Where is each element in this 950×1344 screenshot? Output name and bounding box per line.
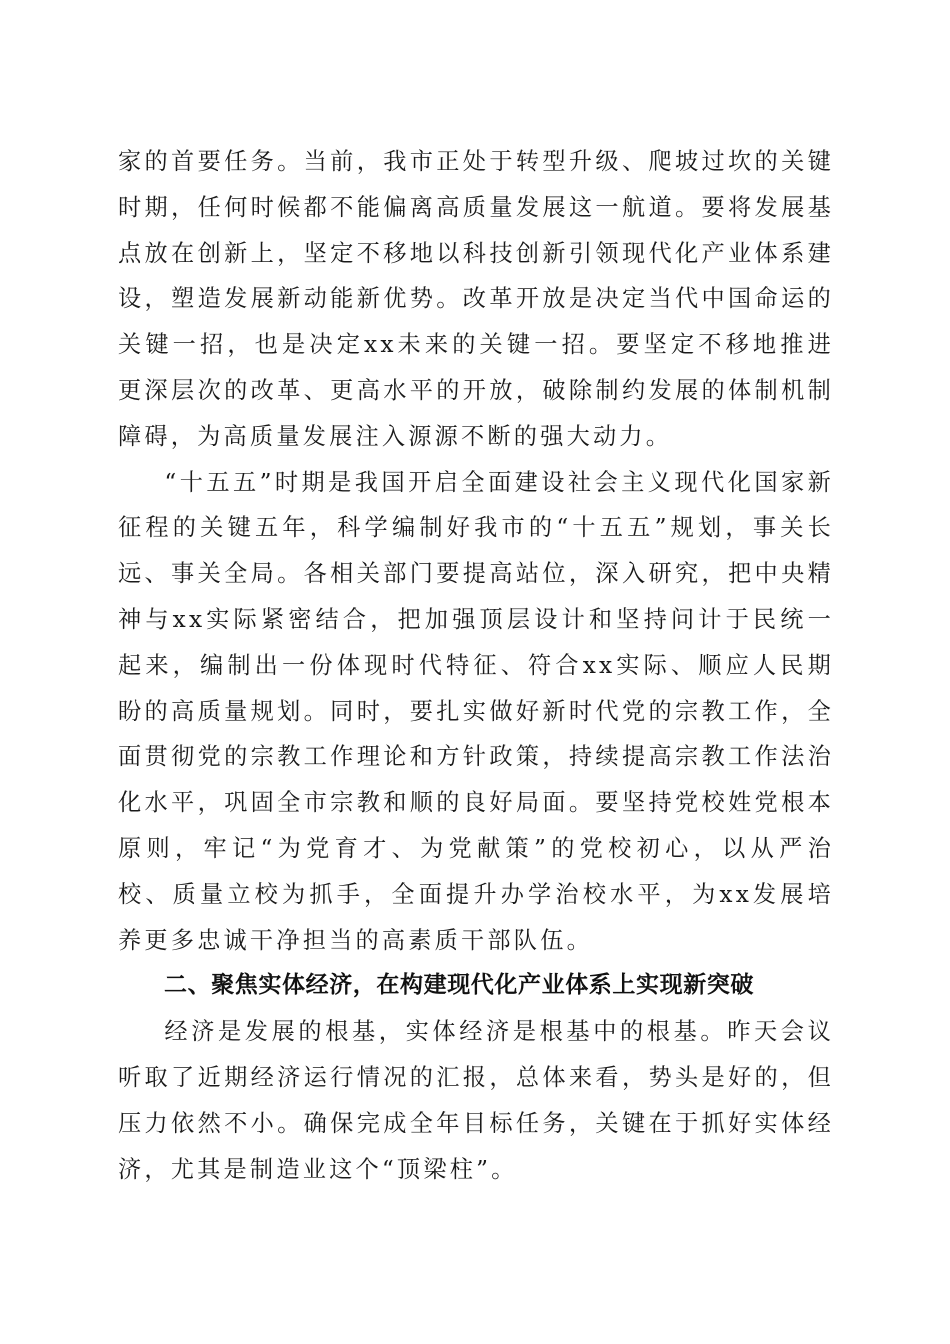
document-body — [118, 139, 834, 1192]
section-heading: 二、聚焦实体经济，在构建现代化产业体系上实现新突破 — [164, 972, 754, 999]
paragraph-real-economy: 经济是发展的根基，实体经济是根基中的根基。昨天会议听取了近期经济运行情况的汇报，总体来看，势头是好的，但压力依然不小。确保完成全年目标任务，关键在于抓好实体经济，尤其是制造业这个“顶梁柱”。 — [118, 1018, 834, 1183]
paragraph-fifteenth-five-year-plan: “十五五”时期是我国开启全面建设社会主义现代化国家新征程的关键五年，科学编制好我市的“十五五”规划，事关长远、事关全局。各相关部门要提高站位，深入研究，把中央精神与xx实际紧密结合，把加强顶层设计和坚持问计于民统一起来，编制出一份体现时代特征、符合xx实际、顺应人民期盼的高质量规划。同时，要扎实做好新时代党的宗教工作，全面贯彻党的宗教工作理论和方针政策，持续提高宗教工作法治化水平，巩固全市宗教和顺的良好局面。要坚持党校姓党根本原则，牢记“为党育才、为党献策”的党校初心，以从严治校、质量立校为抓手，全面提升办学治校水平，为xx发展培养更多忠诚干净担当的高素质干部队伍。 — [118, 468, 834, 954]
paragraph-continuation: 家的首要任务。当前，我市正处于转型升级、爬坡过坎的关键时期，任何时候都不能偏离高质量发展这一航道。要将发展基点放在创新上，坚定不移地以科技创新引领现代化产业体系建设，塑造发展新动能新优势。改革开放是决定当代中国命运的关键一招，也是决定xx未来的关键一招。要坚定不移地推进更深层次的改革、更高水平的开放，破除制约发展的体制机制障碍，为高质量发展注入源源不断的强大动力。 — [118, 148, 834, 450]
